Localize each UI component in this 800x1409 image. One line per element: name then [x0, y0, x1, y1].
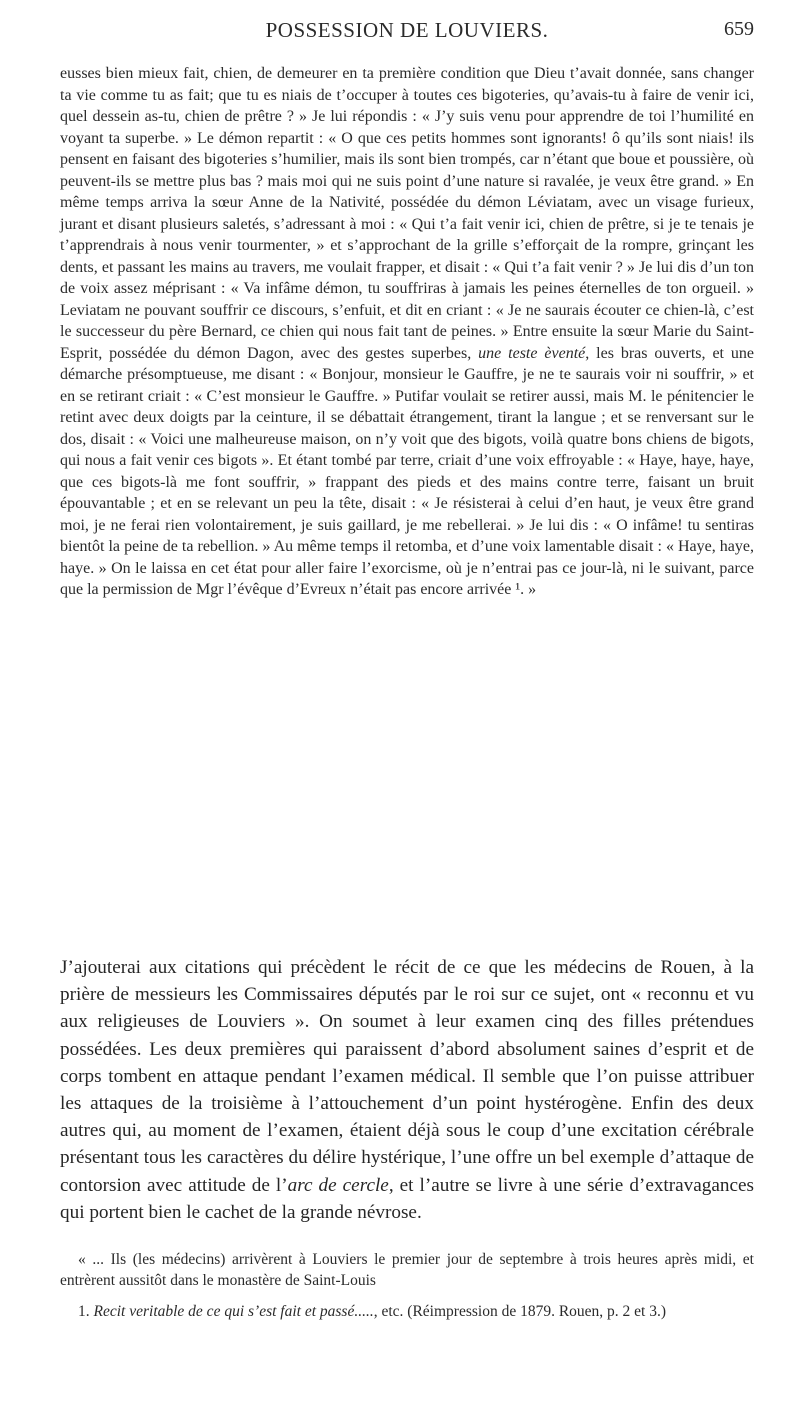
body-italic-phrase: arc de cercle [287, 1174, 389, 1196]
running-head [60, 18, 754, 46]
main-body-text [60, 954, 754, 1226]
footnote-text [60, 1302, 754, 1323]
body-text-part2: , et l’autre se livre à une série d’extravagances qui portent bien le cachet de la grande névrose. [60, 1174, 754, 1223]
running-title: POSSESSION DE LOUVIERS. [265, 18, 549, 42]
footnote-italic-title: Recit veritable de ce qui s’est fait et passé..... [93, 1303, 374, 1320]
quote-text-part1: eusses bien mieux fait, chien, de demeurer en ta première condition que Dieu t’avait donnée, sans changer ta vie comme tu as fait; que tu es niais de t’occuper à toutes ces bigoteries, qu’avais-tu à faire de venir ici, quel dessein as-tu, chien de prêtre ? » Je lui répondis : « J’y suis venu pour apprendre de toi l’humilité en voyant ta superbe. » Le démon repartit : « O que ces petits hommes sont ignorants! ô qu’ils sont niais! ils pensent en faisant des bigoteries s’humilier, mais ils sont bien trompés, car n’étant que boue et poussière, où peuvent-ils se mettre plus bas ? mais moi qui ne suis point d’une nature si ravalée, je veux être grand. » En même temps arriva la sœur Anne de la Nativité, possédée du démon Léviatam, avec un visage furieux, jurant et disant plusieurs saletés, s’adressant à moi : « Qui t’a fait venir ici, chien de prêtre, si je te tenais je t’apprendrais à nous venir tourmenter, » et s’approchant de la grille s’efforçait de la rompre, grinçant les dents, et passant les mains au travers, me voulait frapper, et disait : « Qui t’a fait venir ? » Je lui dis d’un ton de voix assez méprisant : « Va infâme démon, tu souffriras à jamais les peines éternelles de ton orgueil. » Leviatam ne pouvant souffrir ce discours, s’enfuit, et dit en criant : « Je ne saurais écouter ce chien-là, c’est le successeur du père Bernard, ce chien qui nous fait tant de peines. » Entre ensuite la sœur Marie du Saint-Esprit, possédée du démon Dagon, avec des gestes superbes, [60, 65, 754, 362]
quoted-account-text [60, 63, 754, 601]
footnote-rest: , etc. (Réimpression de 1879. Rouen, p. 2 et 3.) [373, 1303, 667, 1320]
physicians-quote-paragraph [60, 1250, 754, 1291]
page-number: 659 [724, 18, 754, 40]
physicians-quote-text: « ... Ils (les médecins) arrivèrent à Louviers le premier jour de septembre à trois heures après midi, et entrèrent aussitôt dans le monastère de Saint-Louis [60, 1251, 754, 1289]
footnote [60, 1302, 754, 1323]
quote-text-part2: , les bras ouverts, et une démarche présomptueuse, me disant : « Bonjour, monsieur le Gauffre, je ne te saurais voir ni souffrir, » et en se retirant criait : « C’est monsieur le Gauffre. » Putifar voulait se retirer aussi, mais M. le pénitencier le retint avec deux doigts par la ceinture, il se débattait étrangement, tirant la langue ; et se renversant sur le dos, disait : « Voici une malheureuse maison, on n’y voit que des bigots, voilà quatre bons chiens de bigots, qui nous a fait venir ces bigots ». Et étant tombé par terre, criait d’une voix effroyable : « Haye, haye, haye, que ces bigots-là me font souffrir, » frappant des pieds et des mains contre terre, faisant un bruit épouvantable ; et en se relevant un peu la tête, disait : « Je résisterai à celui d’en haut, je veux être grand moi, je ne ferai rien volontairement, je suis gaillard, je me rebellerai. » Je lui dis : « O infâme! tu sentiras bientôt la peine de ta rebellion. » Au même temps il retomba, et d’une voix lamentable disait : « Haye, haye, haye. » On le laissa en cet état pour aller faire l’exorcisme, où je n’entrai pas ce jour-là, ni le suivant, parce que la permission de Mgr l’évêque d’Evreux n’était pas encore arrivée ¹. » [60, 344, 754, 598]
body-text-part1: J’ajouterai aux citations qui précèdent le récit de ce que les médecins de Rouen, à la prière de messieurs les Commissaires députés par le roi sur ce sujet, ont « reconnu et vu aux religieuses de Louviers ». On soumet à leur examen cinq des filles prétendues possédées. Les deux premières qui paraissent d’abord absolument saines d’esprit et de corps tombent en attaque pendant l’examen médical. Il semble que l’on puisse attribuer les attaques de la troisième à l’attouchement d’un point hystérogène. Enfin des deux autres qui, au moment de l’examen, étaient déjà sous le coup d’une excitation cérébrale présentant tous les caractères du délire hystérique, l’une offre un bel exemple d’attaque de contorsion avec attitude de l’ [60, 957, 754, 1196]
quote-italic-phrase: une teste èventé [478, 344, 586, 362]
quoted-account-paragraph [60, 63, 754, 601]
footnote-marker: 1. [78, 1303, 90, 1320]
main-body-paragraph [60, 954, 754, 1226]
